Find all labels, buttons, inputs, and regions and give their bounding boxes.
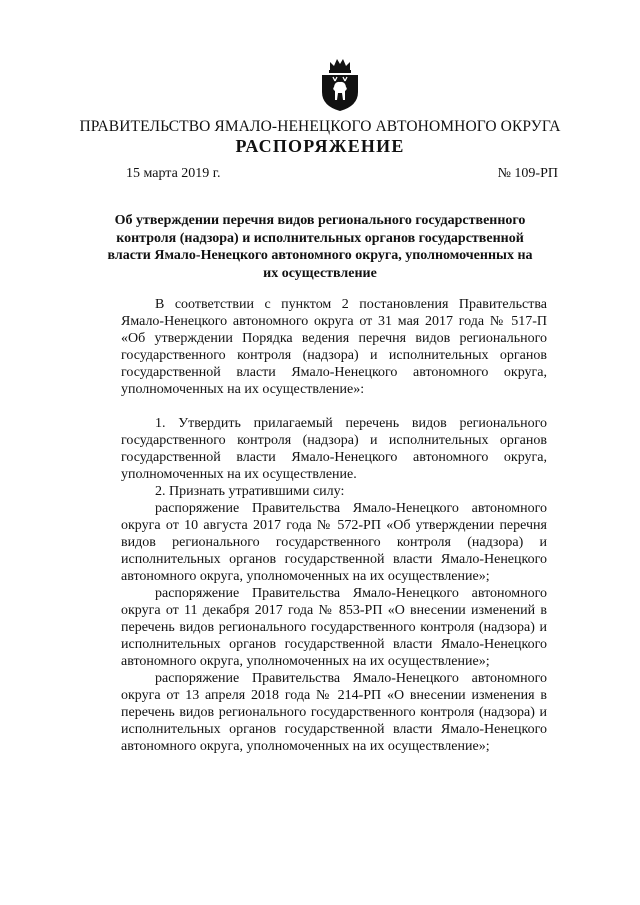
document-date: 15 марта 2019 г.	[126, 166, 221, 181]
document-type: РАСПОРЯЖЕНИЕ	[235, 136, 405, 156]
repealed-order-853: распоряжение Правительства Ямало-Ненецкого автономного округа от 11 декабря 2017 года № 853-РП «О внесении изменений в перечень видов регионального государственного контроля (надзора) и исполнительных органов государственной власти Ямало-Ненецкого автономного округа, уполномоченных на их осуществление»;	[121, 586, 547, 669]
repealed-order-214: распоряжение Правительства Ямало-Ненецкого автономного округа от 13 апреля 2018 года № 214-РП «О внесении изменения в перечень видов регионального государственного контроля (надзора) и исполнительных органов государственной власти Ямало-Ненецкого автономного округа, уполномоченных на их осуществление»;	[121, 671, 547, 754]
repealed-order-572: распоряжение Правительства Ямало-Ненецкого автономного округа от 10 августа 2017 года № 572-РП «Об утверждении перечня видов регионального государственного контроля (надзора) и исполнительных органов государственной власти Ямало-Ненецкого автономного округа, уполномоченных на их осуществление»;	[121, 501, 547, 584]
organization-name: ПРАВИТЕЛЬСТВО ЯМАЛО-НЕНЕЦКОГО АВТОНОМНОГО ОКРУГА	[79, 118, 561, 135]
document-number: № 109-РП	[497, 166, 558, 181]
yamal-coat-of-arms-icon	[318, 56, 362, 112]
item-1-paragraph: 1. Утвердить прилагаемый перечень видов регионального государственного контроля (надзора) и исполнительных органов государственной власти Ямало-Ненецкого автономного округа, уполномоченных на их осуществление.	[121, 416, 547, 482]
document-body	[121, 296, 547, 755]
preamble-paragraph: В соответствии с пунктом 2 постановления Правительства Ямало-Ненецкого автономного округа от 31 мая 2017 года № 517-П «Об утверждении Порядка ведения перечня видов регионального государственного контроля (надзора) и исполнительных органов государственной власти Ямало-Ненецкого автономного округа, уполномоченных на их осуществление»:	[121, 297, 547, 397]
document-title: Об утверждении перечня видов регионального государственного контроля (надзора) и исполнительных органов государственной власти Ямало-Ненецкого автономного округа, уполномоченных на их осуществление	[107, 213, 533, 281]
item-2-paragraph: 2. Признать утратившими силу:	[155, 484, 345, 499]
